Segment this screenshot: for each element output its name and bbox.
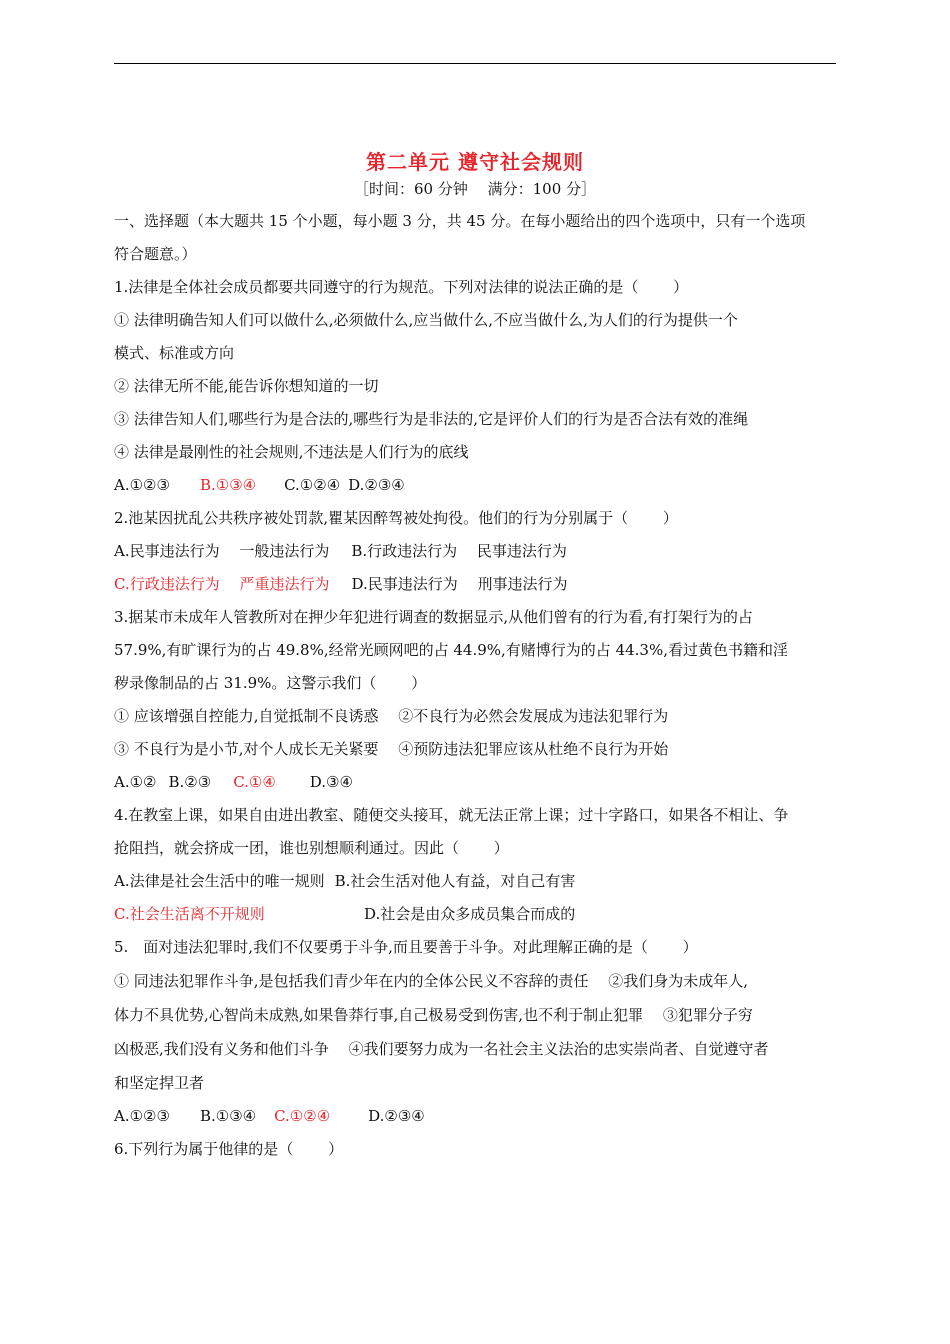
question-1-statement-3: ③ 法律告知人们,哪些行为是合法的,哪些行为是非法的,它是评价人们的行为是否合法有效的准绳 [114, 410, 749, 428]
question-3-stem-end: 秽录像制品的占 31.9%。这警示我们（ ） [114, 674, 427, 692]
option-b: B.社会生活对他人有益，对自己有害 [334, 872, 576, 890]
question-1-statement-1-cont: 模式、标准或方向 [114, 344, 235, 362]
question-1-statement-2: ② 法律无所不能,能告诉你想知道的一切 [114, 377, 379, 395]
question-4-stem-cont: 抢阻挡，就会挤成一团，谁也别想顺利通过。因此（ ） [114, 839, 509, 857]
question-5-statements-end: 和坚定捍卫者 [114, 1074, 205, 1092]
question-4-stem: 4.在教室上课，如果自由进出教室、随便交头接耳，就无法正常上课；过十字路口，如果各不相让、争 [114, 806, 789, 824]
option-b: B.②③ [168, 773, 212, 791]
option-d: D.社会是由众多成员集合而成的 [364, 905, 576, 923]
section-instruction: 一、选择题（本大题共 15 个小题，每小题 3 分，共 45 分。在每小题给出的四个选项中，只有一个选项 [114, 212, 806, 230]
question-5-statements-cont-2: 凶极恶,我们没有义务和他们斗争 ④我们要努力成为一名社会主义法治的忠实崇尚者、自觉遵守者 [114, 1040, 769, 1058]
option-d: D.③④ [309, 773, 353, 791]
option-d: D.②③④ [348, 476, 405, 494]
option-a: A.民事违法行为 一般违法行为 [114, 542, 330, 560]
question-1-options [114, 469, 838, 502]
option-c-answer: C.行政违法行为 严重违法行为 [114, 575, 330, 593]
section-instruction-cont: 符合题意。） [114, 245, 197, 263]
question-2-stem: 2.池某因扰乱公共秩序被处罚款,瞿某因醉驾被处拘役。他们的行为分别属于（ ） [114, 509, 678, 527]
option-d: D.②③④ [368, 1107, 425, 1125]
question-1-stem: 1.法律是全体社会成员都要共同遵守的行为规范。下列对法律的说法正确的是（ ） [114, 278, 689, 296]
option-a: A.①②③ [114, 1107, 170, 1125]
option-c-answer: C.社会生活离不开规则 [114, 905, 265, 923]
question-5-options [114, 1100, 838, 1133]
option-b-answer: B.①③④ [199, 476, 257, 494]
exam-info: ［时间：60 分钟 满分：100 分］ [353, 180, 597, 198]
question-5-statements: ① 同违法犯罪作斗争,是包括我们青少年在内的全体公民义不容辞的责任 ②我们身为未成年人, [114, 972, 749, 990]
option-c: C.①②④ [284, 476, 341, 494]
page-title: 第二单元 遵守社会规则 [366, 150, 584, 174]
question-1-statement-4: ④ 法律是最刚性的社会规则,不违法是人们行为的底线 [114, 443, 469, 461]
option-d: D.民事违法行为 刑事违法行为 [351, 575, 568, 593]
question-5-stem: 5. 面对违法犯罪时,我们不仅要勇于斗争,而且要善于斗争。对此理解正确的是（ ） [114, 938, 698, 956]
header-rule [114, 63, 836, 64]
option-c-answer: C.①②④ [274, 1107, 331, 1125]
option-a: A.法律是社会生活中的唯一规则 [114, 872, 325, 890]
question-list [114, 205, 838, 1166]
question-3-stem-cont: 57.9%,有旷课行为的占 49.8%,经常光顾网吧的占 44.9%,有赌博行为的占 44.3%,看过黄色书籍和淫 [114, 641, 788, 659]
option-c-answer: C.①④ [233, 773, 276, 791]
question-6-stem: 6.下列行为属于他律的是（ ） [114, 1140, 344, 1158]
question-1-statement-1: ① 法律明确告知人们可以做什么,必须做什么,应当做什么,不应当做什么,为人们的行为提供一个 [114, 311, 738, 329]
question-5-statements-cont: 体力不具优势,心智尚未成熟,如果鲁莽行事,自己极易受到伤害,也不利于制止犯罪 ③犯罪分子穷 [114, 1006, 753, 1024]
option-b: B.行政违法行为 民事违法行为 [351, 542, 567, 560]
question-3-statements-1-2: ① 应该增强自控能力,自觉抵制不良诱惑 ②不良行为必然会发展成为违法犯罪行为 [114, 707, 669, 725]
question-3-statements-3-4: ③ 不良行为是小节,对个人成长无关紧要 ④预防违法犯罪应该从杜绝不良行为开始 [114, 740, 669, 758]
option-b: B.①③④ [199, 1107, 257, 1125]
option-a: A.①② [114, 773, 157, 791]
question-4-options-row-2 [114, 898, 838, 931]
question-3-stem: 3.据某市未成年人管教所对在押少年犯进行调查的数据显示,从他们曾有的行为看,有打架行为的占 [114, 608, 753, 626]
question-3-options [114, 766, 838, 799]
question-2-options-row-1 [114, 535, 838, 568]
question-2-options-row-2 [114, 568, 838, 601]
option-a: A.①②③ [114, 476, 170, 494]
question-4-options-row-1 [114, 865, 838, 898]
